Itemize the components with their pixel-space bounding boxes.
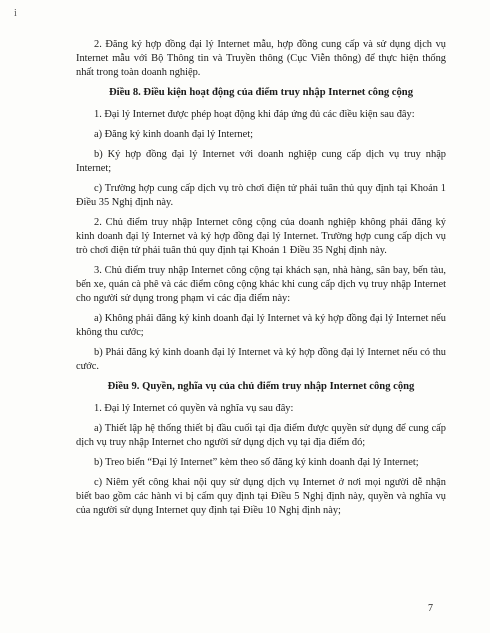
paragraph: c) Niêm yết công khai nội quy sử dụng dịch vụ Internet ở nơi mọi người dễ nhận biết bao gồm các hành vi bị cấm quy định tại Điều 5 Nghị định này, quyền và nghĩa vụ của người sử dụng Internet quy định tại Điều 10 Nghị định này; — [76, 477, 446, 516]
paragraph: a) Đăng ký kinh doanh đại lý Internet; — [94, 129, 253, 140]
paragraph: 3. Chủ điểm truy nhập Internet công cộng tại khách sạn, nhà hàng, sân bay, bến tàu, bến xe, quán cà phê và các điểm công cộng khác khi cung cấp dịch vụ truy nhập Internet cho người sử dụng trong phạm vi các địa điểm này: — [76, 265, 446, 304]
paragraph: a) Không phải đăng ký kinh doanh đại lý Internet và ký hợp đồng đại lý Internet nếu không thu cước; — [76, 313, 446, 338]
article-heading: Điều 9. Quyền, nghĩa vụ của chủ điểm truy nhập Internet công cộng — [107, 381, 415, 392]
paragraph: b) Treo biển “Đại lý Internet” kèm theo số đăng ký kinh doanh đại lý Internet; — [94, 457, 419, 468]
document-body — [76, 38, 446, 524]
paragraph: b) Ký hợp đồng đại lý Internet với doanh nghiệp cung cấp dịch vụ truy nhập Internet; — [76, 149, 446, 174]
corner-mark: i — [14, 8, 17, 19]
article-heading: Điều 8. Điều kiện hoạt động của điểm truy nhập Internet công cộng — [108, 87, 413, 98]
paragraph: 2. Đăng ký hợp đồng đại lý Internet mẫu, hợp đồng cung cấp và sử dụng dịch vụ Internet mẫu với Bộ Thông tin và Truyền thông (Cục Viễn thông) để thực hiện thống nhất trong toàn doanh nghiệp. — [76, 39, 446, 78]
paragraph: b) Phải đăng ký kinh doanh đại lý Internet và ký hợp đồng đại lý Internet nếu có thu cước. — [76, 347, 446, 372]
paragraph: 1. Đại lý Internet được phép hoạt động khi đáp ứng đủ các điều kiện sau đây: — [94, 109, 415, 120]
paragraph: 1. Đại lý Internet có quyền và nghĩa vụ sau đây: — [94, 403, 294, 414]
paragraph: c) Trường hợp cung cấp dịch vụ trò chơi điện tử phải tuân thủ quy định tại Khoản 1 Điều 35 Nghị định này. — [76, 183, 446, 208]
page-number: 7 — [428, 603, 433, 614]
paragraph: 2. Chủ điểm truy nhập Internet công cộng của doanh nghiệp không phải đăng ký kinh doanh đại lý Internet và ký hợp đồng đại lý Internet. Trường hợp cung cấp dịch vụ trò chơi điện tử phải tuân thủ quy định tại Khoản 1 Điều 35 Nghị định này. — [76, 217, 446, 256]
paragraph: a) Thiết lập hệ thống thiết bị đầu cuối tại địa điểm được quyền sử dụng để cung cấp dịch vụ truy nhập Internet cho người sử dụng dịch vụ tại địa điểm đó; — [76, 423, 446, 448]
